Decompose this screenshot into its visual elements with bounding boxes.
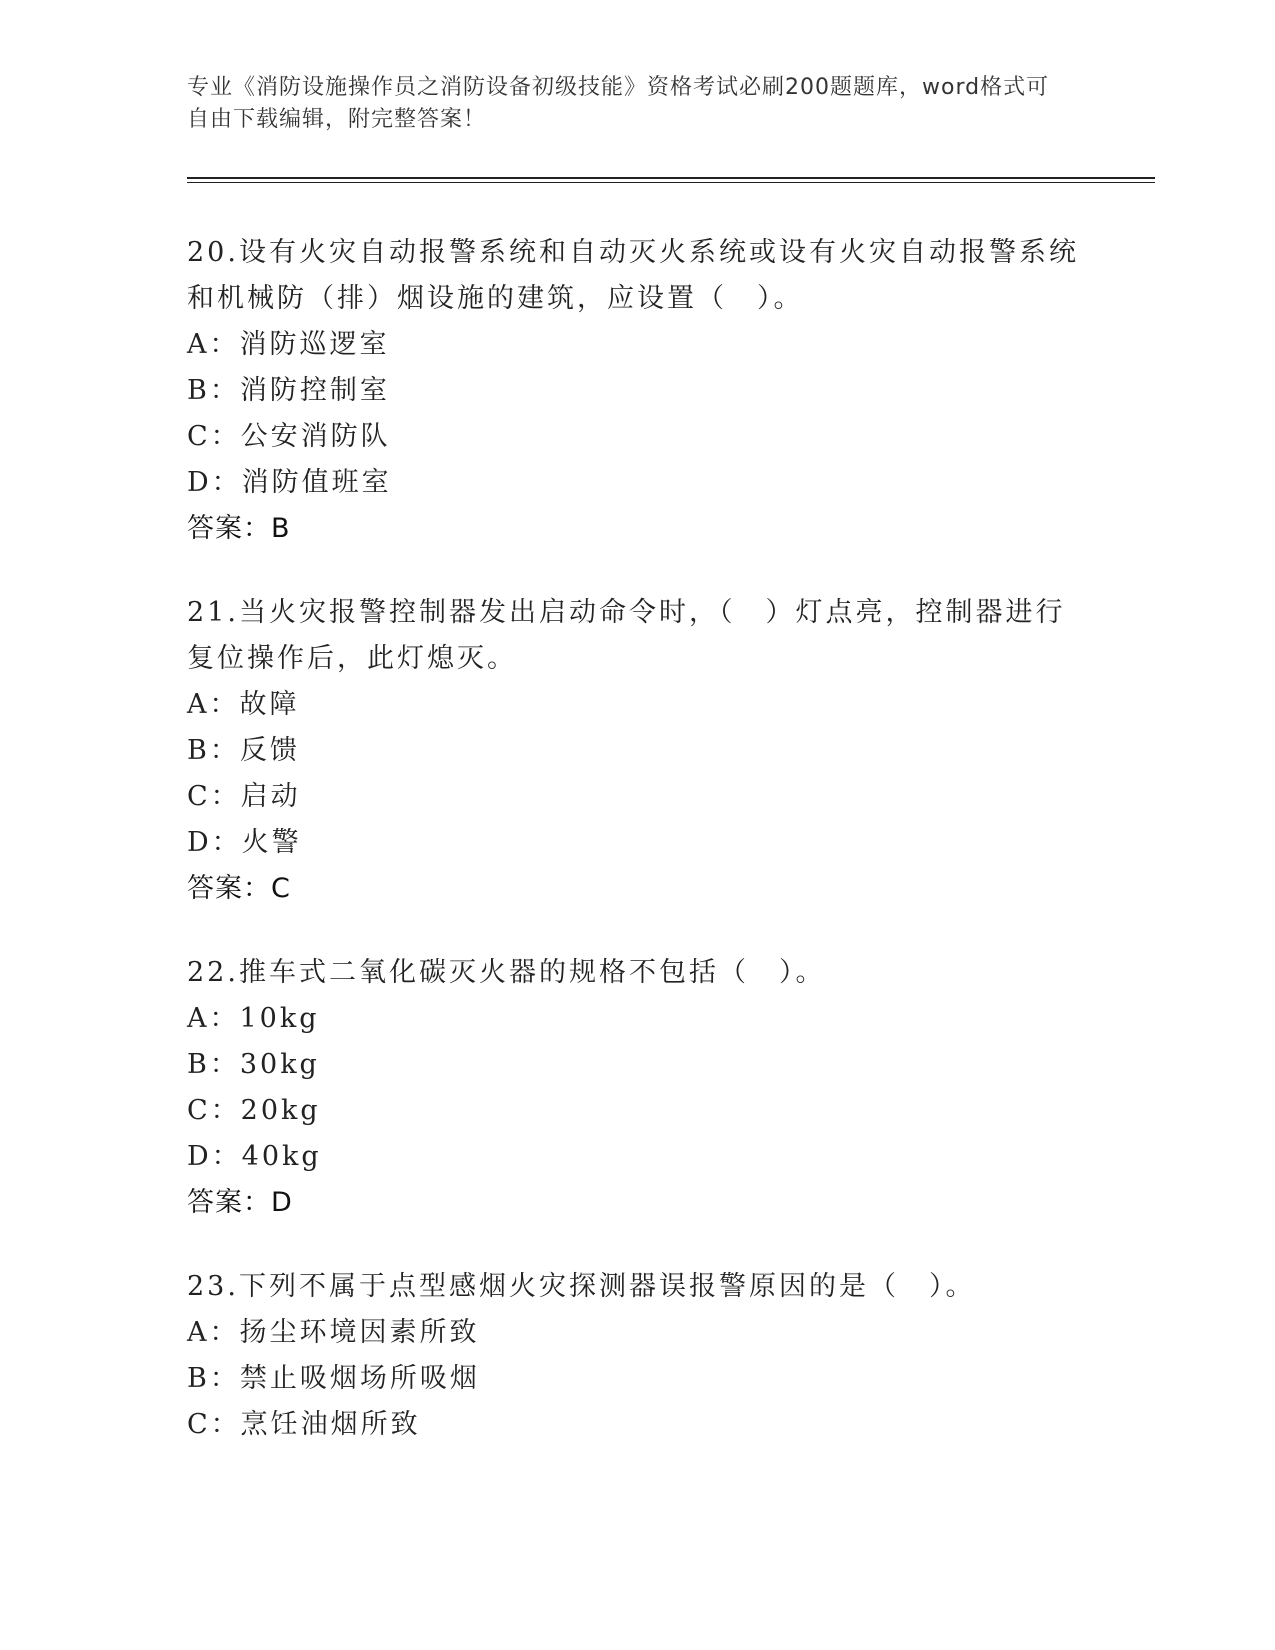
question-list	[187, 230, 1087, 1486]
option-c: C：启动	[187, 781, 301, 812]
option-c: C：公安消防队	[187, 421, 391, 452]
option-b: B：消防控制室	[187, 375, 390, 406]
question-21	[187, 590, 1087, 912]
option-d: D：火警	[187, 827, 302, 858]
answer-line: 答案：C	[187, 873, 291, 904]
option-b: B：反馈	[187, 735, 300, 766]
option-d: D：40kg	[187, 1141, 322, 1172]
option-d: D：消防值班室	[187, 467, 392, 498]
option-a: A：10kg	[187, 1003, 320, 1034]
header-rule-thin	[187, 182, 1155, 183]
option-a: A：扬尘环境因素所致	[187, 1317, 480, 1348]
question-23	[187, 1264, 1087, 1448]
answer-line: 答案：B	[187, 513, 291, 544]
option-a: A：故障	[187, 689, 300, 720]
header-rule-thick	[187, 177, 1155, 179]
question-stem: 20.设有火灾自动报警系统和自动灭火系统或设有火灾自动报警系统和机械防（排）烟设施的建筑，应设置（ ）。	[187, 237, 1079, 314]
option-c: C：20kg	[187, 1095, 321, 1126]
question-20	[187, 230, 1087, 552]
question-stem: 22.推车式二氧化碳灭火器的规格不包括（ ）。	[187, 957, 826, 988]
answer-line: 答案：D	[187, 1187, 293, 1218]
question-22	[187, 950, 1087, 1226]
question-stem: 23.下列不属于点型感烟火灾探测器误报警原因的是（ ）。	[187, 1271, 976, 1302]
option-b: B：禁止吸烟场所吸烟	[187, 1363, 480, 1394]
option-a: A：消防巡逻室	[187, 329, 390, 360]
question-stem: 21.当火灾报警控制器发出启动命令时，（ ）灯点亮，控制器进行复位操作后，此灯熄灭。	[187, 597, 1066, 674]
option-b: B：30kg	[187, 1049, 320, 1080]
option-c: C：烹饪油烟所致	[187, 1409, 421, 1440]
document-header: 专业《消防设施操作员之消防设备初级技能》资格考试必刷200题题库，word格式可自由下载编辑，附完整答案！	[187, 75, 1050, 132]
